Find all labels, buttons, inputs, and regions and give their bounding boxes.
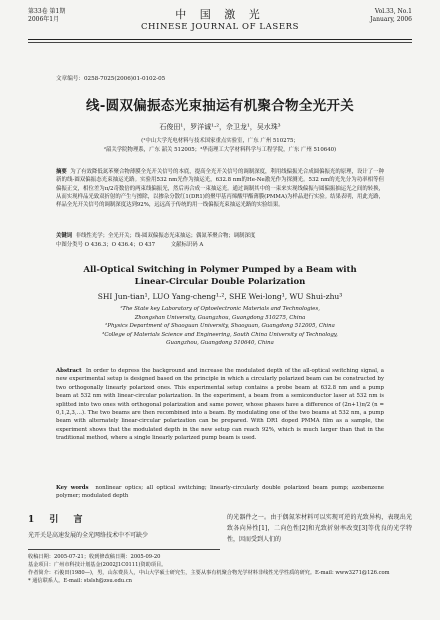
authors-zh: 石俊田¹，罗洋诚¹·²，佘卫龙¹，吴水珠³	[159, 123, 281, 131]
clc-number: 中图分类号 O 436.3；O 436.4；O 437	[56, 242, 156, 248]
affiliation-zh-line: ²韶关学院物理系，广东 韶关 512005；³华南理工大学材料科学与工程学院，广东 广州 510640)	[103, 146, 337, 153]
affiliation-en-line: Zhongshan University, Guangzhou, Guangdong 510275, China	[134, 314, 306, 321]
intro-right-column: 的光器件之一。由于偶氮苯材料可以实现可逆的光致异构，表现出光致各向异性[1]，二向色性[2]和光致折射率改变[3]等优良的光学特性，因而受到人们的	[227, 514, 412, 543]
header-center	[28, 8, 412, 31]
journal-name-zh: 中 国 激 光	[175, 8, 265, 21]
affiliations-zh	[0, 137, 440, 154]
article-number: 文章编号：0258-7025(2006)01-0102-05	[56, 76, 166, 82]
keywords-en	[56, 484, 384, 501]
date-en: January, 2006	[370, 16, 412, 23]
document-code: 文献标识码 A	[170, 242, 204, 248]
header-rule	[28, 39, 412, 40]
volume-zh: 第33卷 第1期	[28, 8, 66, 15]
authors-en: SHI Jun-tian¹, LUO Yang-cheng¹·², SHE Wei-long¹, WU Shui-zhu³	[97, 292, 343, 301]
abstract-en-label: Abstract	[56, 368, 82, 374]
volume-en: Vol.33, No.1	[374, 8, 412, 15]
keywords-zh	[56, 232, 384, 240]
footnote: 作者简介：石俊田(1980—)，男，山东费县人，中山大学硕士研究生，主要从事有机聚合物光学材料非线性光学性质的研究。E-mail: www3271@126.com	[28, 570, 390, 576]
affiliation-en-line: ²Physics Department of Shaoguan University, Shaoguan, Guangdong 512005, China	[105, 323, 335, 329]
journal-header	[28, 8, 412, 56]
title-en	[0, 264, 440, 288]
footnotes	[28, 553, 412, 585]
keywords-zh-text: 非线性光学；全光开关；线-圆双偏振态光束抽运；偶氮苯聚合物；调制深度	[75, 233, 256, 239]
footnote: * 通信联系人。E-mail: stslsh@zsu.edu.cn	[28, 578, 133, 584]
footnote-rule	[28, 549, 220, 550]
abstract-en	[56, 367, 384, 443]
abstract-zh-label: 摘要	[56, 169, 67, 175]
header-rule-thin	[28, 42, 412, 43]
journal-name-en: CHINESE JOURNAL OF LASERS	[140, 22, 300, 32]
affiliations-en	[0, 305, 440, 348]
abstract-en-text: In order to depress the background and increase the modulated depth of the all-optical switching signal, a new experimental setup is designed based on the principle in which a circularly polarized beam can be constructed by two orthogonally linearly polarized ones. This experimental setup contains a probe beam at 632.8 nm and a pump beam at 532 nm with linear-circular polarization. In the experiment, a beam from a semiconductor laser at 532 nm is splitted into two ones with orthogonal polarization and same power, whose phases have a difference of (2n+1)π/2 (n = 0,1,2,3,…). The two beams are then recombined into a beam. By modulating one of the two beams at 532 nm, a pump beam with alternately linear-circular polarization can be prepared. With DR1 doped PMMA film as a sample, the experiment shows that the modulated depth in the new setup can reach 92%, which is much larger than that in the traditional method, where a single linearly polarized pump beam is used.	[56, 368, 384, 442]
title-zh: 线-圆双偏振态光束抽运有机聚合物全光开关	[85, 98, 355, 114]
keywords-en-label: Key words	[56, 485, 89, 491]
section-heading: 1 引 言	[28, 515, 89, 525]
affiliation-en-line: ³College of Materials Science and Engineering, South China University of Technology,	[102, 331, 338, 338]
abstract-zh	[56, 168, 384, 209]
keywords-zh-label: 关键词	[56, 233, 73, 239]
keywords-en-text: nonlinear optics; all optical switching; linearly-circularly double polarized beam pump; azobenzene polymer; modulated depth	[56, 485, 384, 500]
footnote: 基金项目：广州市科技计划基金(2002J1C0111)资助项目。	[28, 562, 167, 568]
date-zh: 2006年1月	[28, 16, 60, 23]
classification-zh	[56, 241, 384, 249]
affiliation-en-line: ¹The State key Laboratory of Optoelectronic Materials and Technologies,	[120, 306, 320, 312]
affiliation-en-line: Guangzhou, Guangdong 510640, China	[166, 340, 274, 346]
title-en-line: Linear-Circular Double Polarization	[134, 277, 306, 287]
abstract-zh-text: 为了有效降低氮苯聚合物薄膜全光开关信号的本底，提高全光开关信号的调制深度，利用线偏振光合成圆偏振光的原理，设计了一种新的线-圆双偏振态光束抽运光路。实验用532 nm光作为抽运光，632.8 nm的He-Ne激光作为探测光。532 nm的光先分为功率相等但偏振正交，相位差为π/2奇数倍的两束线偏振光，然后再合成一束抽运光。通过调制其中的一束来实现线偏振与圆偏振抽运光之间的转换，从而实现样品光致双折射的产生与擦除，以掺杂分散红1(DR1)的聚甲基丙烯酸甲酯薄膜(PMMA)为样品进行实验。结果表明，用此光路，样品全光开关信号的调制深度达到92%，远远高于传统的用一线偏振光束抽运光路的实验结果。	[56, 169, 384, 209]
affiliation-zh-line: (¹中山大学光电材料与技术国家重点实验室，广东 广州 510275；	[141, 138, 299, 144]
intro-left-column: 光开关是高速发展的全光网络技术中不可缺少	[28, 532, 149, 539]
header-right	[370, 8, 412, 24]
footnote: 收稿日期：2005-07-21；收到修改稿日期：2005-09-20	[28, 554, 161, 560]
title-en-line: All-Optical Switching in Polymer Pumped by a Beam with	[83, 265, 357, 275]
